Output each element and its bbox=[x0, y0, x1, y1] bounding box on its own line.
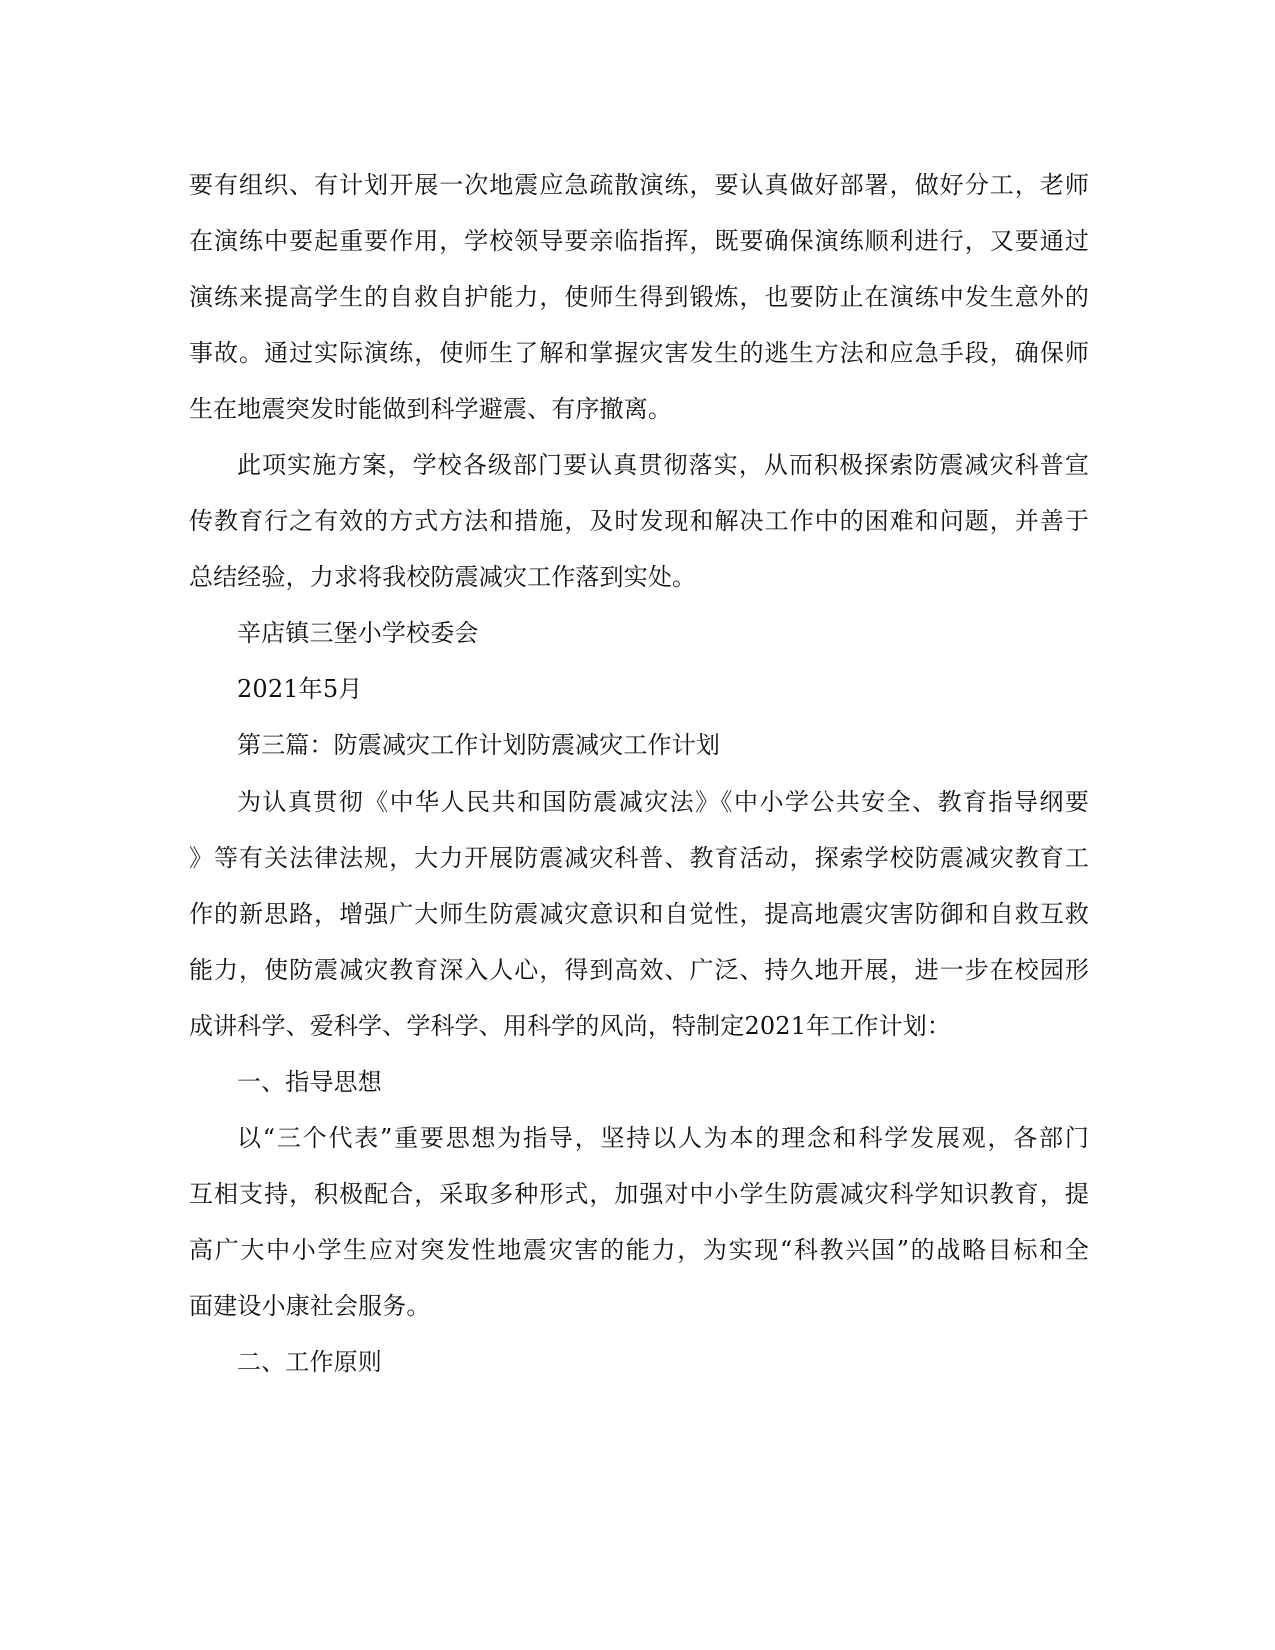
signature-organization: 辛店镇三堡小学校委会 bbox=[237, 619, 479, 647]
paragraph-line: 此项实施方案，学校各级部门要认真贯彻落实，从而积极探索防震减灾科普宣 bbox=[237, 451, 1089, 479]
paragraph-line: 成讲科学、爱科学、学科学、用科学的风尚，特制定2021年工作计划： bbox=[189, 1012, 952, 1040]
signature-date: 2021年5月 bbox=[237, 675, 363, 703]
paragraph-line: 事故。通过实际演练，使师生了解和掌握灾害发生的逃生方法和应急手段，确保师 bbox=[189, 339, 1089, 367]
paragraph-line: 以“三个代表”重要思想为指导，坚持以人为本的理念和科学发展观，各部门 bbox=[237, 1124, 1089, 1152]
paragraph-line: 在演练中要起重要作用，学校领导要亲临指挥，既要确保演练顺利进行，又要通过 bbox=[189, 227, 1089, 255]
section-heading-work-principles: 二、工作原则 bbox=[237, 1348, 382, 1376]
paragraph-line: 高广大中小学生应对突发性地震灾害的能力，为实现“科教兴国”的战略目标和全 bbox=[189, 1236, 1089, 1264]
paragraph-line: 互相支持，积极配合，采取多种形式，加强对中小学生防震减灾科学知识教育，提 bbox=[189, 1180, 1089, 1208]
section-heading-guiding-thought: 一、指导思想 bbox=[237, 1068, 382, 1096]
paragraph-line: 演练来提高学生的自救自护能力，使师生得到锻炼，也要防止在演练中发生意外的 bbox=[189, 283, 1089, 311]
paragraph-line: 生在地震突发时能做到科学避震、有序撤离。 bbox=[189, 395, 672, 423]
section-title: 第三篇：防震减灾工作计划防震减灾工作计划 bbox=[237, 731, 720, 759]
paragraph-line: 面建设小康社会服务。 bbox=[189, 1292, 431, 1320]
paragraph-line: 作的新思路，增强广大师生防震减灾意识和自觉性，提高地震灾害防御和自救互救 bbox=[189, 900, 1089, 928]
paragraph-line: 能力，使防震减灾教育深入人心，得到高效、广泛、持久地开展，进一步在校园形 bbox=[189, 956, 1089, 984]
paragraph-line: 总结经验，力求将我校防震减灾工作落到实处。 bbox=[189, 563, 697, 591]
paragraph-line: 》等有关法律法规，大力开展防震减灾科普、教育活动，探索学校防震减灾教育工 bbox=[189, 844, 1089, 872]
paragraph-line: 要有组织、有计划开展一次地震应急疏散演练，要认真做好部署，做好分工，老师 bbox=[189, 171, 1089, 199]
paragraph-line: 为认真贯彻《中华人民共和国防震减灾法》《中小学公共安全、教育指导纲要 bbox=[237, 788, 1089, 816]
paragraph-line: 传教育行之有效的方式方法和措施，及时发现和解决工作中的困难和问题，并善于 bbox=[189, 507, 1089, 535]
